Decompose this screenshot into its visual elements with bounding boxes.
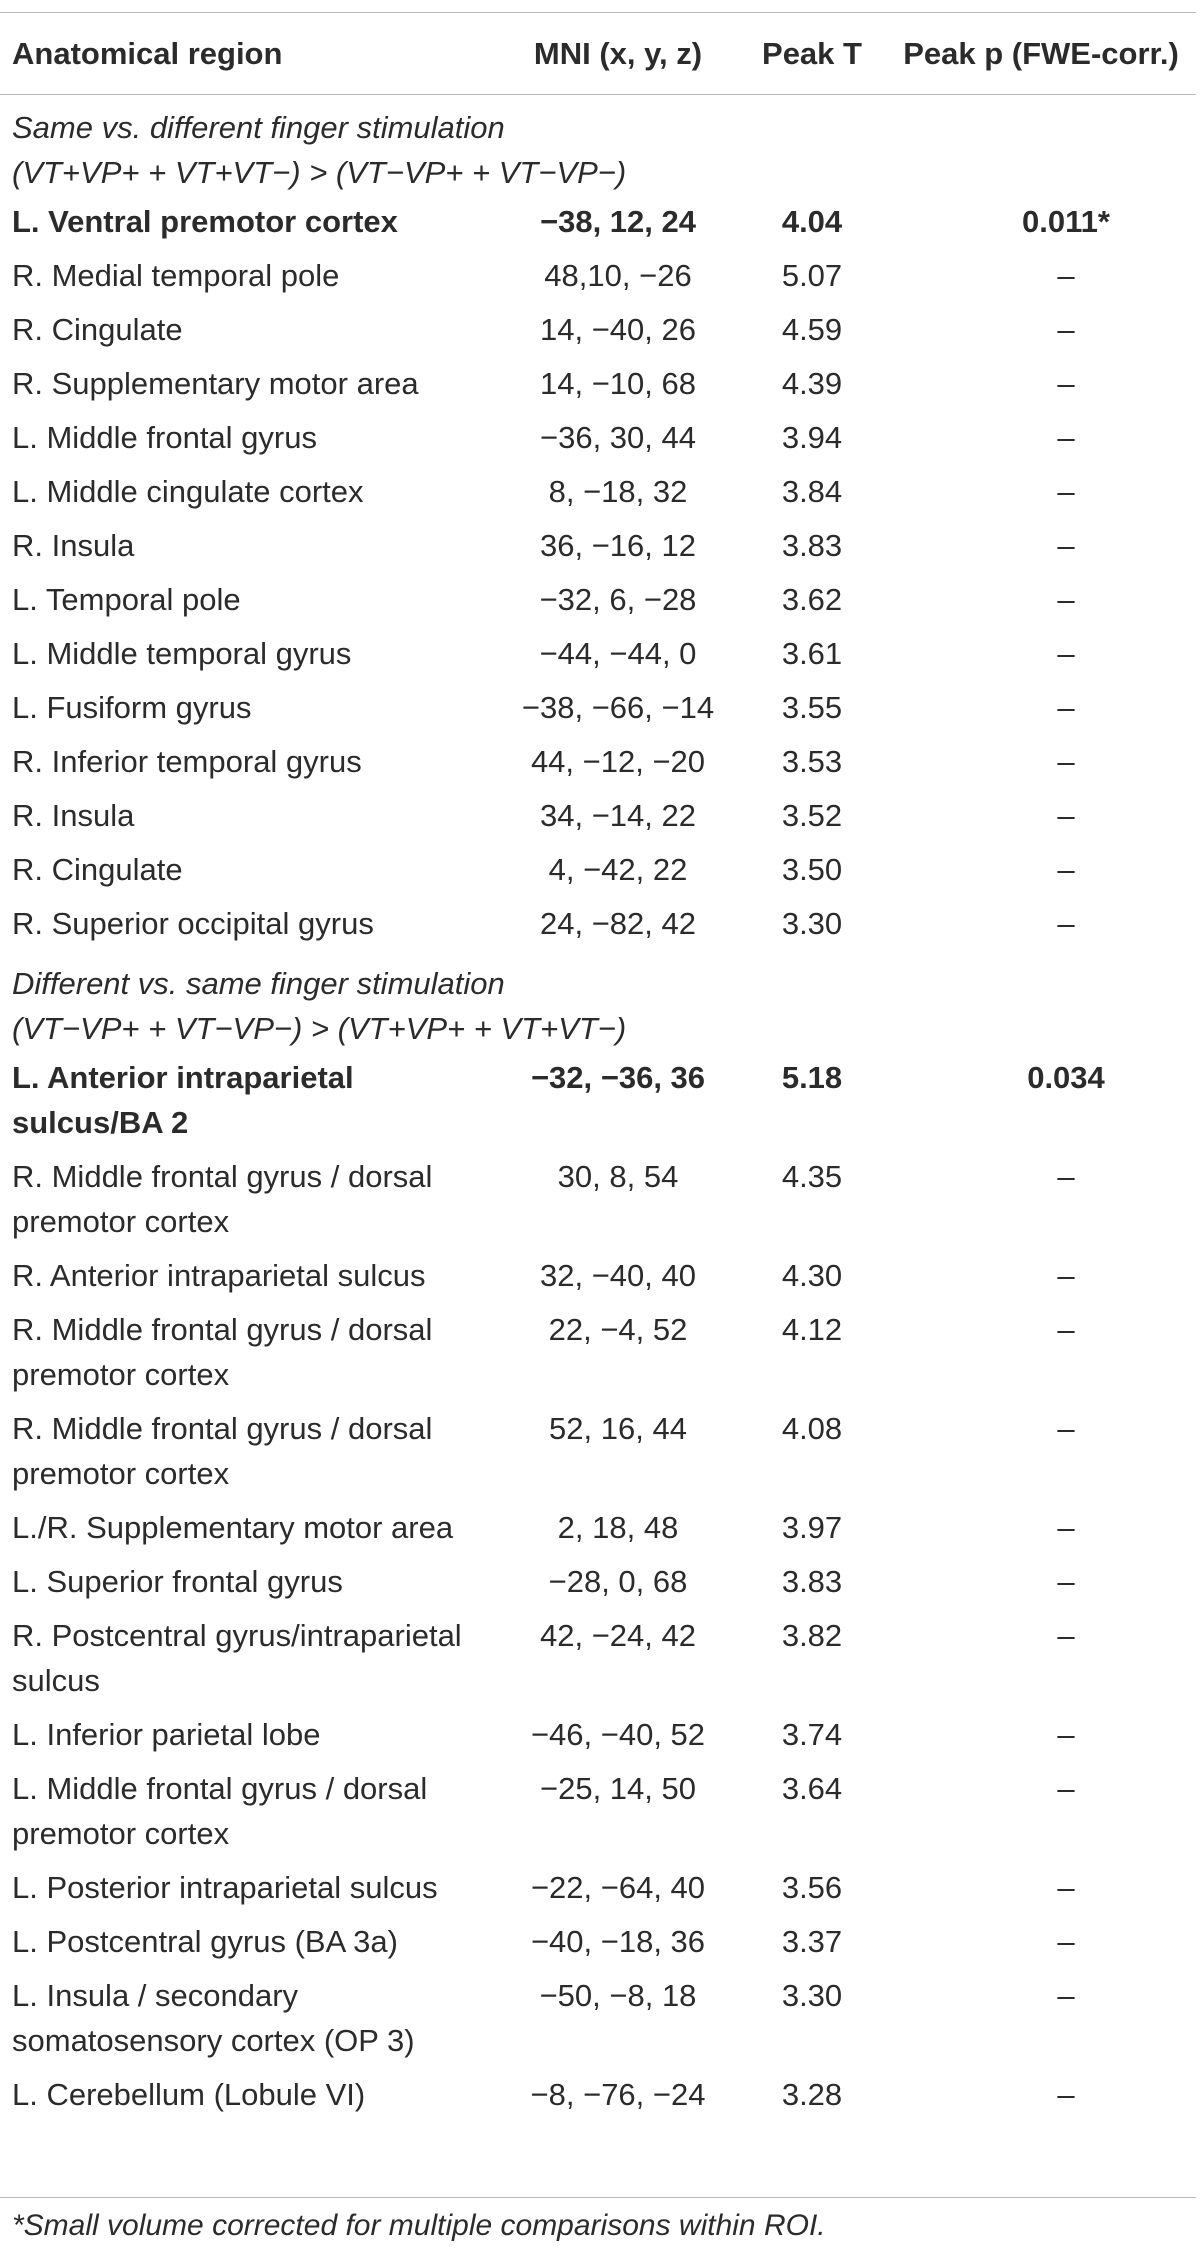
section-label: [0, 95, 1196, 196]
region-cell: L. Superior frontal gyrus: [12, 1564, 343, 1599]
peak-p-cell: –: [1057, 690, 1075, 725]
table-row: [0, 465, 1196, 519]
section-condition: (VT+VP+ + VT+VT−) > (VT−VP+ + VT−VP−): [12, 155, 627, 190]
peak-p-cell: –: [1057, 474, 1075, 509]
peak-p-cell: –: [1057, 906, 1075, 941]
table-row: [0, 1555, 1196, 1609]
mni-cell: −28, 0, 68: [548, 1564, 688, 1599]
section-header: [0, 95, 1196, 196]
table-row: [0, 249, 1196, 303]
peak-t-cell: 3.52: [781, 798, 843, 833]
region-cell: R. Medial temporal pole: [12, 258, 340, 293]
mni-cell: −32, −36, 36: [530, 1060, 706, 1095]
peak-p-cell: 0.034: [1027, 1060, 1105, 1095]
peak-t-cell: 4.30: [781, 1258, 843, 1293]
section-header: [0, 951, 1196, 1051]
table-row: [0, 573, 1196, 627]
peak-t-cell: 3.50: [781, 852, 843, 887]
peak-p-cell: –: [1057, 798, 1075, 833]
peak-p-cell: –: [1057, 1870, 1075, 1905]
peak-t-cell: 5.07: [781, 258, 843, 293]
region-cell: L. Temporal pole: [12, 582, 241, 617]
mni-cell: 32, −40, 40: [540, 1258, 696, 1293]
table-row: [0, 1501, 1196, 1555]
peak-p-cell: –: [1057, 636, 1075, 671]
mni-cell: 8, −18, 32: [548, 474, 688, 509]
region-cell: L. Middle temporal gyrus: [12, 636, 352, 671]
mni-cell: 14, −10, 68: [540, 366, 696, 401]
peak-p-cell: –: [1057, 1978, 1075, 2013]
footnote: *Small volume corrected for multiple comparisons within ROI.: [0, 2197, 1196, 2246]
peak-t-cell: 4.04: [781, 204, 843, 239]
peak-t-cell: 5.18: [781, 1060, 843, 1095]
section-title: Same vs. different finger stimulation: [12, 110, 505, 145]
peak-t-cell: 3.55: [781, 690, 843, 725]
peak-p-cell: 0.011*: [1022, 204, 1110, 239]
table-body: [0, 95, 1196, 2123]
peak-t-cell: 4.39: [781, 366, 843, 401]
mni-cell: −25, 14, 50: [540, 1771, 696, 1806]
peak-p-cell: –: [1057, 1924, 1075, 1959]
table-row: [0, 1249, 1196, 1303]
peak-p-cell: –: [1057, 312, 1075, 347]
peak-p-cell: –: [1057, 528, 1075, 563]
region-cell: R. Insula: [12, 798, 135, 833]
region-cell: L. Posterior intraparietal sulcus: [12, 1870, 438, 1905]
table-row: [0, 519, 1196, 573]
region-cell: R. Insula: [12, 528, 135, 563]
peak-t-cell: 3.82: [781, 1618, 843, 1653]
table-row: [0, 303, 1196, 357]
header-peak-p: Peak p (FWE-corr.): [886, 13, 1196, 95]
peak-p-cell: –: [1057, 366, 1075, 401]
mni-cell: −8, −76, −24: [530, 2077, 706, 2112]
table-row: [0, 1150, 1196, 1249]
peak-p-cell: –: [1057, 258, 1075, 293]
section-condition: (VT−VP+ + VT−VP−) > (VT+VP+ + VT+VT−): [12, 1011, 627, 1046]
peak-t-cell: 3.61: [781, 636, 843, 671]
results-table: [0, 12, 1196, 2122]
mni-cell: 22, −4, 52: [548, 1312, 688, 1347]
peak-p-cell: –: [1057, 420, 1075, 455]
region-cell: R. Inferior temporal gyrus: [12, 744, 362, 779]
region-cell: L. Middle frontal gyrus / dorsal premotor cortex: [12, 1771, 428, 1851]
table-row: [0, 1762, 1196, 1861]
mni-cell: −22, −64, 40: [530, 1870, 706, 1905]
table-row: [0, 1915, 1196, 1969]
table-row: [0, 843, 1196, 897]
peak-t-cell: 3.83: [781, 528, 843, 563]
table-row: [0, 1303, 1196, 1402]
mni-cell: −38, 12, 24: [540, 204, 696, 239]
peak-t-cell: 3.94: [781, 420, 843, 455]
peak-t-cell: 3.62: [781, 582, 843, 617]
table-row: [0, 195, 1196, 249]
region-cell: R. Middle frontal gyrus / dorsal premotor cortex: [12, 1312, 433, 1392]
region-cell: L. Postcentral gyrus (BA 3a): [12, 1924, 398, 1959]
mni-cell: 14, −40, 26: [540, 312, 696, 347]
region-cell: L./R. Supplementary motor area: [12, 1510, 454, 1545]
mni-cell: −38, −66, −14: [521, 690, 715, 725]
table-row: [0, 681, 1196, 735]
peak-t-cell: 3.97: [781, 1510, 843, 1545]
mni-cell: 44, −12, −20: [530, 744, 706, 779]
region-cell: R. Anterior intraparietal sulcus: [12, 1258, 426, 1293]
peak-t-cell: 3.84: [781, 474, 843, 509]
peak-p-cell: –: [1057, 1312, 1075, 1347]
mni-cell: −32, 6, −28: [539, 582, 697, 617]
peak-p-cell: –: [1057, 852, 1075, 887]
peak-t-cell: 3.28: [781, 2077, 843, 2112]
peak-p-cell: –: [1057, 1258, 1075, 1293]
peak-p-cell: –: [1057, 1564, 1075, 1599]
peak-p-cell: –: [1057, 582, 1075, 617]
mni-cell: 36, −16, 12: [540, 528, 696, 563]
header-region: Anatomical region: [0, 13, 498, 95]
section-label: [0, 951, 1196, 1051]
mni-cell: 42, −24, 42: [540, 1618, 696, 1653]
region-cell: R. Supplementary motor area: [12, 366, 419, 401]
table-row: [0, 1051, 1196, 1150]
peak-t-cell: 3.83: [781, 1564, 843, 1599]
mni-cell: 48,10, −26: [544, 258, 692, 293]
mni-cell: −36, 30, 44: [540, 420, 696, 455]
mni-cell: 2, 18, 48: [557, 1510, 679, 1545]
header-mni: MNI (x, y, z): [498, 13, 738, 95]
table-row: [0, 627, 1196, 681]
region-cell: L. Anterior intraparietal sulcus/BA 2: [12, 1060, 354, 1140]
mni-cell: −46, −40, 52: [530, 1717, 706, 1752]
region-cell: R. Middle frontal gyrus / dorsal premotor cortex: [12, 1159, 433, 1239]
table-row: [0, 1609, 1196, 1708]
table-row: [0, 2068, 1196, 2122]
region-cell: R. Superior occipital gyrus: [12, 906, 374, 941]
region-cell: L. Fusiform gyrus: [12, 690, 252, 725]
peak-t-cell: 4.59: [781, 312, 843, 347]
peak-t-cell: 3.56: [781, 1870, 843, 1905]
region-cell: R. Postcentral gyrus/intraparietal sulcus: [12, 1618, 462, 1698]
peak-p-cell: –: [1057, 1510, 1075, 1545]
region-cell: L. Middle frontal gyrus: [12, 420, 317, 455]
table-header: [0, 13, 1196, 95]
region-cell: L. Inferior parietal lobe: [12, 1717, 321, 1752]
peak-t-cell: 4.12: [781, 1312, 843, 1347]
peak-t-cell: 3.30: [781, 906, 843, 941]
region-cell: R. Cingulate: [12, 852, 183, 887]
peak-p-cell: –: [1057, 2077, 1075, 2112]
mni-cell: −44, −44, 0: [539, 636, 697, 671]
region-cell: R. Middle frontal gyrus / dorsal premotor cortex: [12, 1411, 433, 1491]
mni-cell: −50, −8, 18: [539, 1978, 697, 2013]
peak-t-cell: 4.08: [781, 1411, 843, 1446]
section-title: Different vs. same finger stimulation: [12, 966, 505, 1001]
peak-p-cell: –: [1057, 1411, 1075, 1446]
region-cell: L. Middle cingulate cortex: [12, 474, 364, 509]
peak-p-cell: –: [1057, 1618, 1075, 1653]
peak-p-cell: –: [1057, 1717, 1075, 1752]
table-row: [0, 789, 1196, 843]
peak-t-cell: 3.30: [781, 1978, 843, 2013]
peak-t-cell: 3.74: [781, 1717, 843, 1752]
table-row: [0, 1861, 1196, 1915]
peak-t-cell: 3.37: [781, 1924, 843, 1959]
table-row: [0, 1969, 1196, 2068]
peak-t-cell: 3.53: [781, 744, 843, 779]
mni-cell: 4, −42, 22: [548, 852, 688, 887]
peak-p-cell: –: [1057, 1159, 1075, 1194]
table-row: [0, 735, 1196, 789]
region-cell: L. Cerebellum (Lobule VI): [12, 2077, 366, 2112]
table-row: [0, 411, 1196, 465]
table-row: [0, 357, 1196, 411]
mni-cell: 30, 8, 54: [557, 1159, 679, 1194]
header-peak-t: Peak T: [738, 13, 886, 95]
region-cell: R. Cingulate: [12, 312, 183, 347]
peak-t-cell: 4.35: [781, 1159, 843, 1194]
table-row: [0, 1402, 1196, 1501]
region-cell: L. Insula / secondary somatosensory cortex (OP 3): [12, 1978, 415, 2058]
peak-p-cell: –: [1057, 1771, 1075, 1806]
mni-cell: 24, −82, 42: [540, 906, 696, 941]
table-row: [0, 1708, 1196, 1762]
table-row: [0, 897, 1196, 951]
peak-p-cell: –: [1057, 744, 1075, 779]
peak-t-cell: 3.64: [781, 1771, 843, 1806]
mni-cell: 34, −14, 22: [540, 798, 696, 833]
mni-cell: 52, 16, 44: [549, 1411, 687, 1446]
mni-cell: −40, −18, 36: [530, 1924, 706, 1959]
region-cell: L. Ventral premotor cortex: [12, 204, 398, 239]
